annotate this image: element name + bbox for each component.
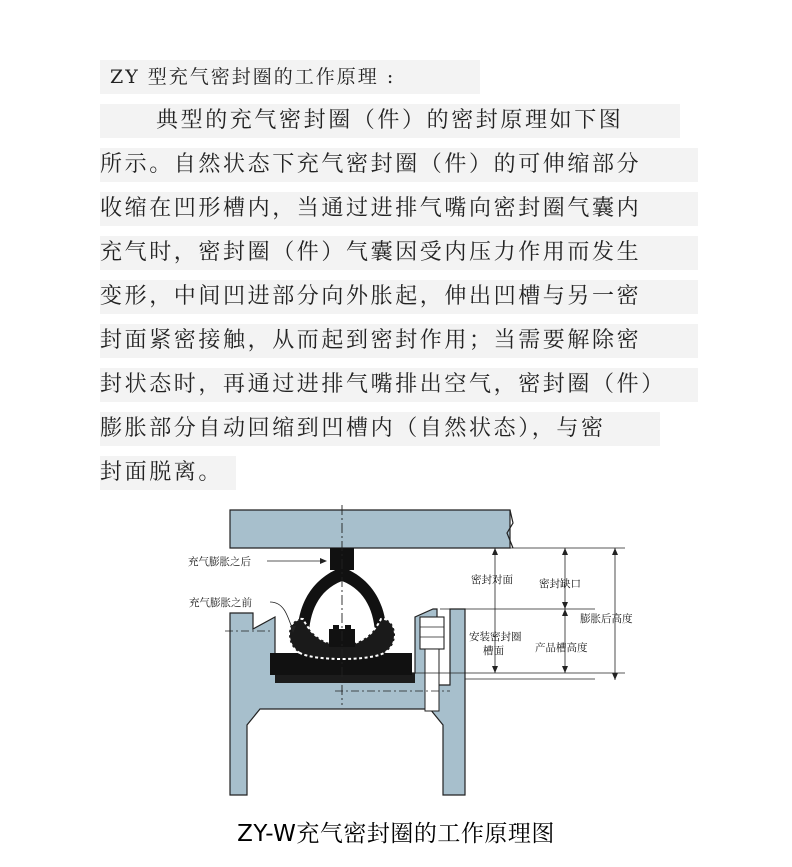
label-groove-height: 产品槽高度 xyxy=(535,642,588,654)
paragraph-line-8: 膨胀部分自动回缩到凹槽内（自然状态），与密 xyxy=(100,412,660,446)
paragraph-line-1: 典型的充气密封圈（件）的密封原理如下图 xyxy=(100,104,680,138)
paragraph-line-7: 封状态时，再通过进排气嘴排出空气，密封圈（件） xyxy=(100,368,698,402)
paragraph-line-3: 收缩在凹形槽内，当通过进排气嘴向密封圈气囊内 xyxy=(100,192,698,226)
section-heading: ZY 型充气密封圈的工作原理 : xyxy=(100,60,480,94)
label-seal-gap: 密封缺口 xyxy=(539,578,581,590)
upper-seal-plate xyxy=(230,510,510,548)
paragraph-line-5: 变形，中间凹进部分向外胀起，伸出凹槽与另一密 xyxy=(100,280,698,314)
paragraph-line-6: 封面紧密接触，从而起到密封作用；当需要解除密 xyxy=(100,324,698,358)
label-after-inflation: 充气膨胀之后 xyxy=(188,556,251,568)
paragraph-line-2: 所示。自然状态下充气密封圈（件）的可伸缩部分 xyxy=(100,148,698,182)
diagram-caption: ZY-W充气密封圈的工作原理图 xyxy=(237,821,555,847)
valve-head xyxy=(420,617,444,649)
paragraph-line-4: 充气时，密封圈（件）气囊因受内压力作用而发生 xyxy=(100,236,698,270)
label-inflated-height: 膨胀后高度 xyxy=(580,613,633,625)
seal-working-principle-diagram xyxy=(175,505,635,800)
label-before-inflation: 充气膨胀之前 xyxy=(189,597,252,609)
valve-stem xyxy=(425,649,439,711)
label-seal-face: 密封对面 xyxy=(471,574,513,586)
label-groove-face-1: 安装密封圈 xyxy=(469,631,522,643)
label-groove-face-2: 槽面 xyxy=(483,645,504,657)
paragraph-line-9: 封面脱离。 xyxy=(100,456,236,490)
